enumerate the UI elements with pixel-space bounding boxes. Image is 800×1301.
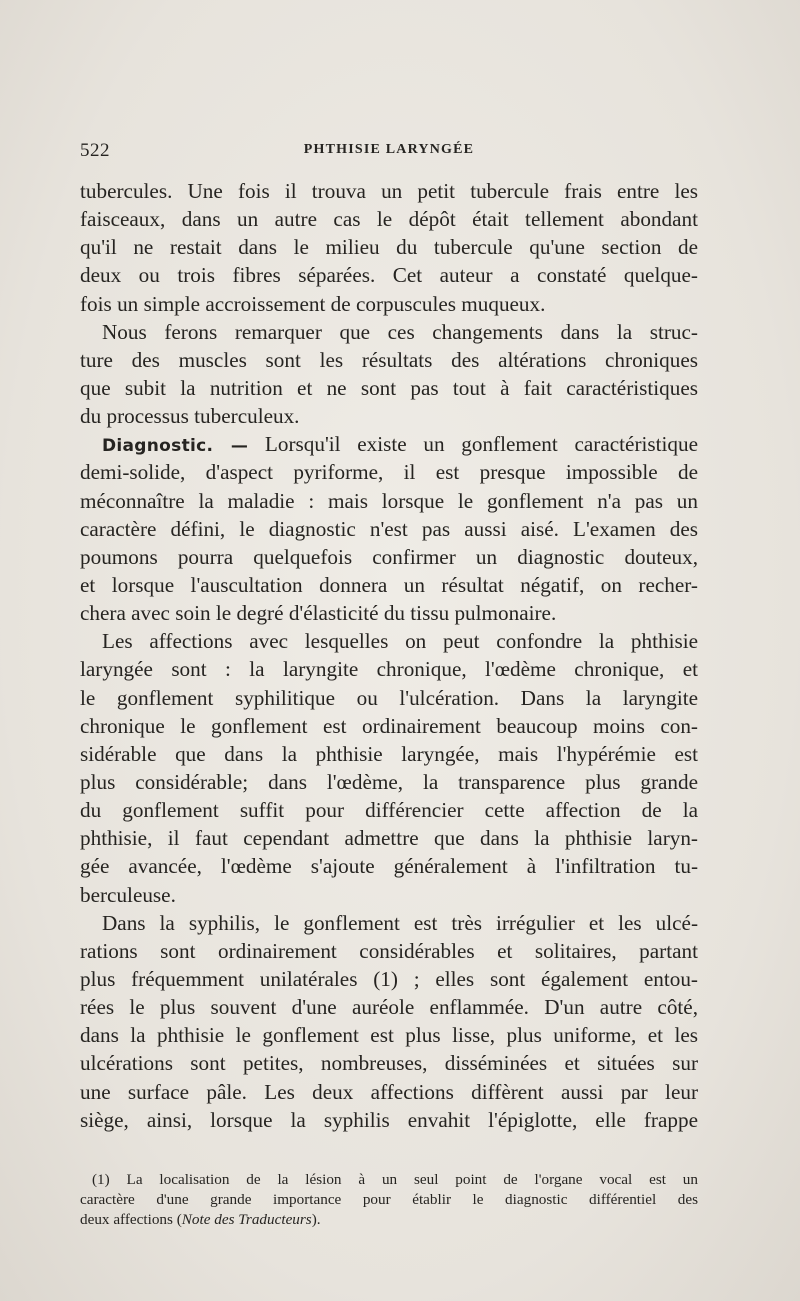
text-line: sidérable que dans la phthisie laryngée, mais l'hypérémie est [80, 741, 698, 766]
text-line: le gonflement syphilitique ou l'ulcération. Dans la laryngite [80, 685, 698, 710]
text-line: ulcérations sont petites, nombreuses, disséminées et situées sur [80, 1051, 698, 1076]
text-line: phthisie, il faut cependant admettre que dans la phthisie laryn- [80, 826, 698, 851]
footnote-fragment: ). [311, 1211, 321, 1228]
footnote-line: (1) La localisation de la lésion à un seul point de l'organe vocal est un [92, 1171, 698, 1188]
text-line: tubercules. Une fois il trouva un petit tubercule frais entre les [80, 179, 698, 203]
text-line: laryngée sont : la laryngite chronique, l'œdème chronique, et [80, 657, 698, 682]
text-line: chera avec soin le degré d'élasticité du tissu pulmonaire. [80, 601, 557, 626]
text-line: qu'il ne restait dans le milieu du tubercule qu'une section de [80, 235, 698, 260]
footnote-fragment: deux affections ( [80, 1211, 182, 1228]
text-line: faisceaux, dans un autre cas le dépôt était tellement abondant [80, 207, 698, 232]
footnote-italic: Note des Traducteurs [181, 1211, 312, 1228]
text-line: Nous ferons remarquer que ces changements dans la struc- [102, 319, 698, 344]
text-line: rations sont ordinairement considérables et solitaires, partant [80, 938, 698, 963]
text-line: plus fréquemment unilatérales (1) ; elles sont également entou- [80, 966, 698, 991]
text-line: Dans la syphilis, le gonflement est très irrégulier et les ulcé- [102, 910, 698, 935]
footnote [80, 1170, 698, 1230]
page-header [80, 140, 698, 164]
text-line: demi-solide, d'aspect pyriforme, il est presque impossible de [80, 460, 698, 485]
text-line: poumons pourra quelquefois confirmer un diagnostic douteux, [80, 544, 698, 569]
text-line: du gonflement suffit pour différencier cette affection de la [80, 798, 698, 823]
text-line: deux ou trois fibres séparées. Cet auteur a constaté quelque- [80, 263, 698, 288]
section-heading-diagnostic: Diagnostic. — [102, 436, 249, 457]
text-line: gée avancée, l'œdème s'ajoute généralement à l'infiltration tu- [80, 854, 698, 879]
text-line: chronique le gonflement est ordinairement beaucoup moins con- [80, 713, 698, 738]
text-line: du processus tuberculeux. [80, 404, 300, 429]
text-line: berculeuse. [80, 882, 176, 907]
text-line: Les affections avec lesquelles on peut confondre la phthisie [102, 629, 698, 654]
text-line: une surface pâle. Les deux affections diffèrent aussi par leur [80, 1079, 698, 1104]
page-number: 522 [80, 140, 110, 161]
footnote-line: caractère d'une grande importance pour établir le diagnostic différentiel des [80, 1191, 698, 1208]
text-line: rées le plus souvent d'une auréole enflammée. D'un autre côté, [80, 995, 698, 1020]
footnote-line [80, 1210, 698, 1230]
text-line: et lorsque l'auscultation donnera un résultat négatif, on recher- [80, 572, 698, 597]
text-line: plus considérable; dans l'œdème, la transparence plus grande [80, 769, 698, 794]
body-text [80, 177, 698, 1134]
text-line: que subit la nutrition et ne sont pas tout à fait caractéristiques [80, 375, 698, 400]
text-fragment: Lorsqu'il existe un gonflement caractéristique [264, 432, 698, 457]
text-line: dans la phthisie le gonflement est plus lisse, plus uniforme, et les [80, 1023, 698, 1048]
text-line-with-heading [80, 430, 698, 458]
text-line: caractère défini, le diagnostic n'est pas aussi aisé. L'examen des [80, 516, 698, 541]
text-line: siège, ainsi, lorsque la syphilis envahit l'épiglotte, elle frappe [80, 1107, 698, 1132]
text-line: méconnaître la maladie : mais lorsque le gonflement n'a pas un [80, 488, 698, 513]
running-title: PHTHISIE LARYNGÉE [303, 142, 475, 157]
text-line: ture des muscles sont les résultats des altérations chroniques [80, 347, 698, 372]
text-line: fois un simple accroissement de corpuscules muqueux. [80, 291, 546, 316]
